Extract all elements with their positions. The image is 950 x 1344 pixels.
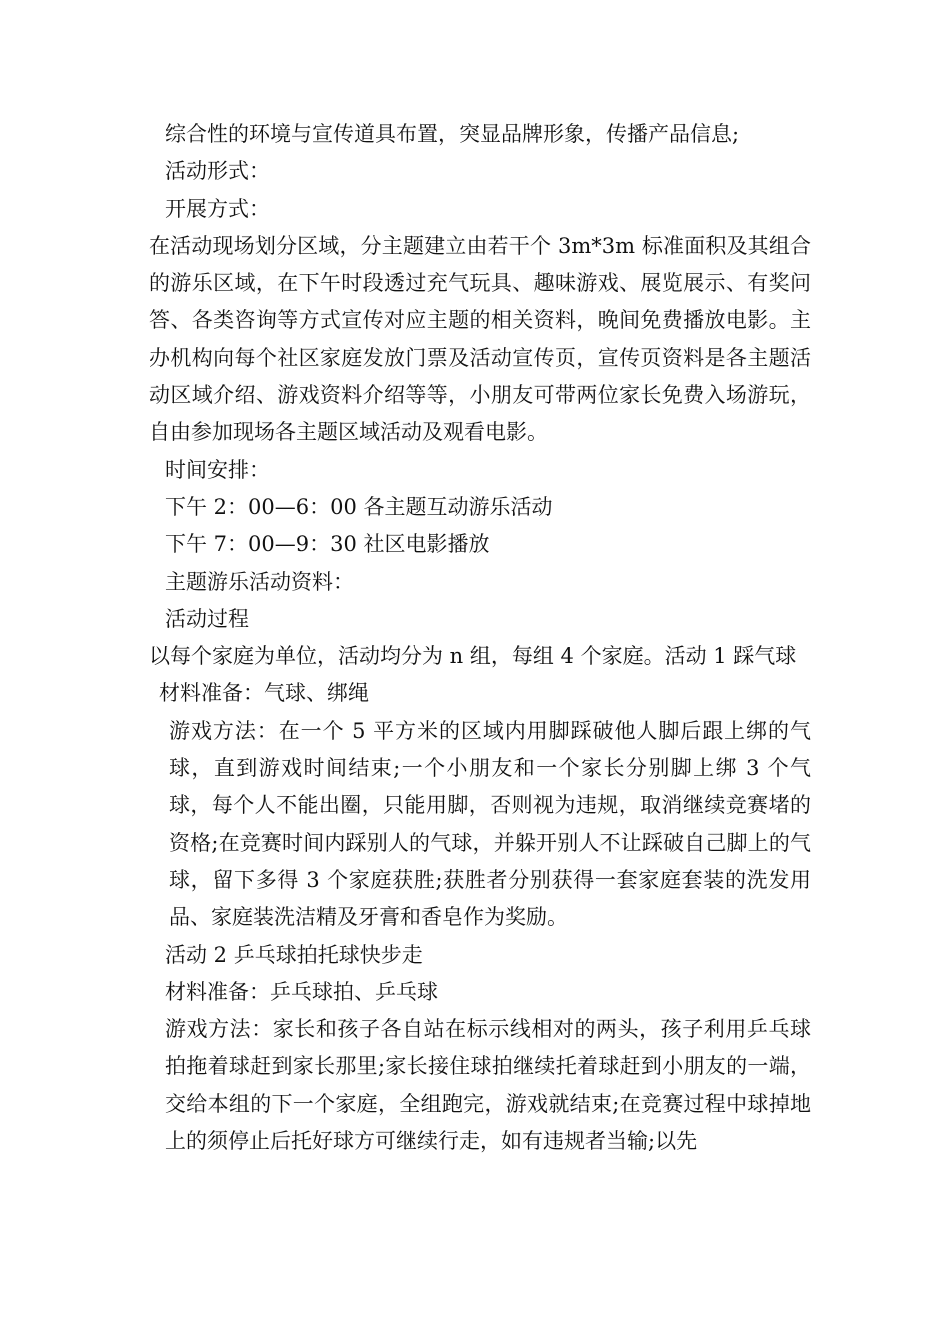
paragraph-process-heading: 活动过程 bbox=[165, 606, 249, 631]
paragraph-activity-2: 活动 2 乒乓球拍托球快步走 bbox=[165, 942, 423, 967]
paragraph-schedule-evening: 下午 7：00—9：30 社区电影播放 bbox=[165, 532, 490, 557]
paragraph-activity-form: 活动形式： bbox=[165, 159, 270, 184]
paragraph-theme-heading: 主题游乐活动资料： bbox=[165, 569, 354, 594]
paragraph-game-method-1: 游戏方法：在一个 5 平方米的区域内用脚踩破他人脚后跟上绑的气球，直到游戏时间结束;一个小朋友和一个家长分别脚上绑 3 个气球，每个人不能出圈，只能用脚，否则视为违规，取消继续竞赛堵的资格;在竞赛时间内踩别人的气球，并躲开别人不让踩破自己脚上的气球，留下多得 3 个家庭获胜;获胜者分别获得一套家庭套装的洗发用品、家庭装洗洁精及牙膏和香皂作为奖励。 bbox=[169, 718, 811, 930]
paragraph-materials-1: 材料准备：气球、绑绳 bbox=[159, 681, 369, 706]
paragraph-materials-2: 材料准备：乒乓球拍、乒乓球 bbox=[165, 979, 438, 1004]
paragraph-grouping: 以每个家庭为单位，活动均分为 n 组，每组 4 个家庭。活动 1 踩气球 bbox=[149, 644, 797, 669]
paragraph-schedule-afternoon: 下午 2：00—6：00 各主题互动游乐活动 bbox=[165, 494, 553, 519]
paragraph-schedule-heading: 时间安排： bbox=[165, 457, 270, 482]
paragraph-environment: 综合性的环境与宣传道具布置，突显品牌形象，传播产品信息; bbox=[165, 122, 740, 146]
document-body bbox=[143, 116, 811, 1160]
paragraph-method-detail: 在活动现场划分区域，分主题建立由若干个 3m*3m 标准面积及其组合的游乐区域，在下午时段透过充气玩具、趣味游戏、展览展示、有奖问答、各类咨询等方式宣传对应主题的相关资料，晚间免费播放电影。主办机构向每个社区家庭发放门票及活动宣传页，宣传页资料是各主题活动区域介绍、游戏资料介绍等等，小朋友可带两位家长免费入场游玩，自由参加现场各主题区域活动及观看电影。 bbox=[149, 233, 811, 445]
paragraph-game-method-2: 游戏方法：家长和孩子各自站在标示线相对的两头，孩子利用乒乓球拍拖着球赶到家长那里;家长接住球拍继续托着球赶到小朋友的一端，交给本组的下一个家庭，全组跑完，游戏就结束;在竞赛过程中球掉地上的须停止后托好球方可继续行走，如有违规者当输;以先 bbox=[165, 1017, 811, 1154]
paragraph-method: 开展方式： bbox=[165, 196, 270, 221]
